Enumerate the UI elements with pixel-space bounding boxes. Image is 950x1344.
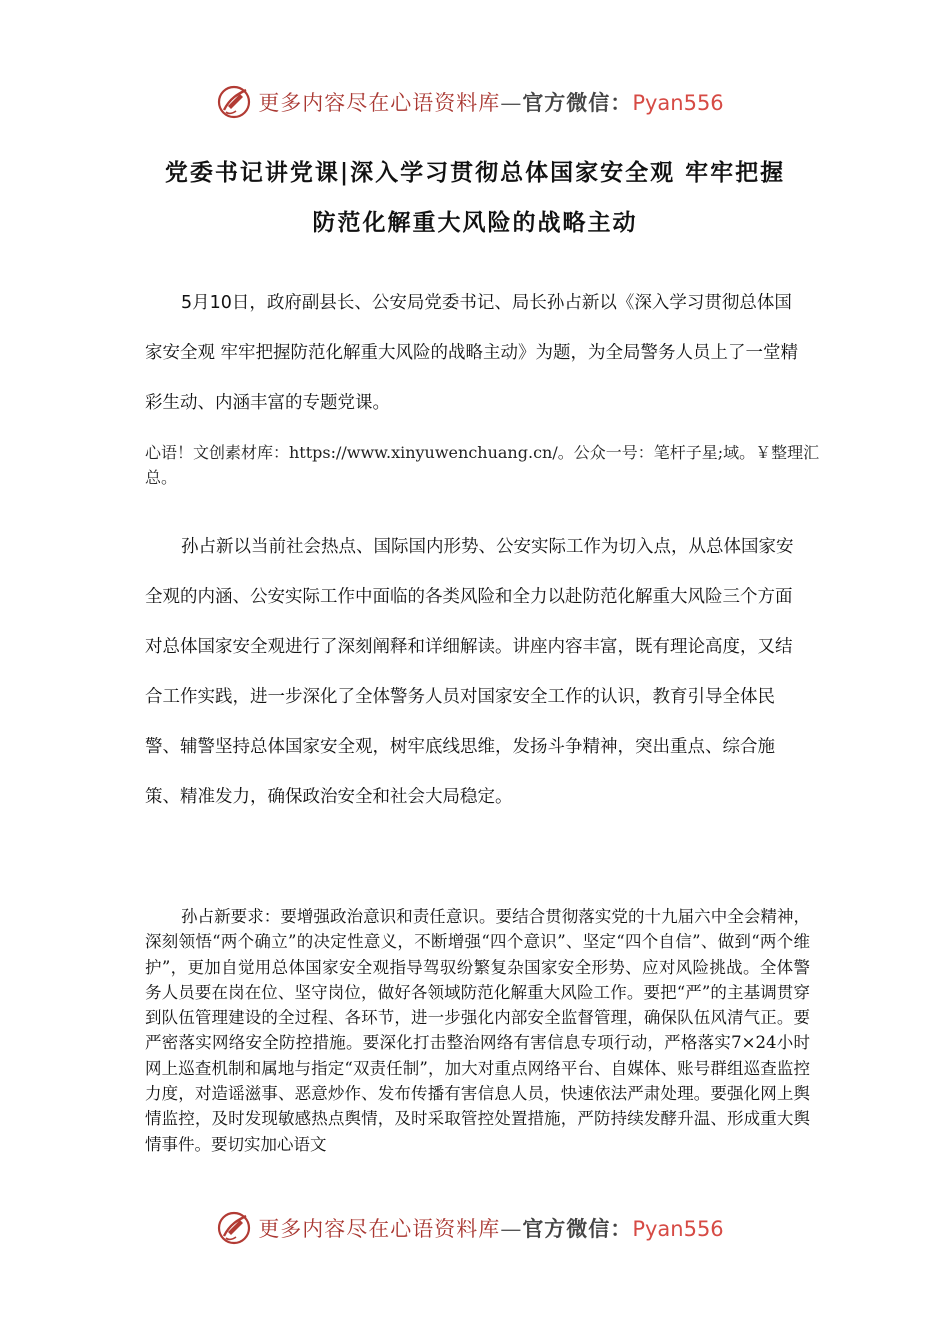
body-paragraph: 孙占新以当前社会热点、国际国内形势、公安实际工作为切入点，从总体国家安全观的内涵、公安实际工作中面临的各类风险和全力以赴防范化解重大风险三个方面对总体国家安全观进行了深刻阐释和详细解读。讲座内容丰富，既有理论高度，又结合工作实践，进一步深化了全体警务人员对国家安全工作的认识，教育引导全体民警、辅警坚持总体国家安全观，树牢底线思维，发扬斗争精神，突出重点、综合施策、精准发力，确保政治安全和社会大局稳定。 <box>145 537 794 807</box>
banner-wechat-label: 官方微信： <box>522 1216 633 1241</box>
page-title-line-1: 党委书记讲党课|深入学习贯彻总体国家安全观 牢牢把握 <box>164 159 786 186</box>
banner-text <box>258 87 723 117</box>
page-title-line-2: 防范化解重大风险的战略主动 <box>312 209 638 236</box>
banner-content <box>216 84 723 120</box>
pen-swirl-logo-icon <box>216 1210 252 1246</box>
requirements-paragraph: 孙占新要求：要增强政治意识和责任意识。要结合贯彻落实党的十九届六中全会精神，深刻领悟“两个确立”的决定性意义，不断增强“四个意识”、坚定“四个自信”、做到“两个维护”，更加自觉用总体国家安全观指导驾驭纷繁复杂国家安全形势、应对风险挑战。全体警务人员要在岗在位、坚守岗位，做好各领域防范化解重大风险工作。要把“严”的主基调贯穿到队伍管理建设的全过程、各环节，进一步强化内部安全监督管理，确保队伍风清气正。要严密落实网络安全防控措施。要深化打击整治网络有害信息专项行动，严格落实7×24小时网上巡查机制和属地与指定“双责任制”，加大对重点网络平台、自媒体、账号群组巡查监控力度，对造谣滋事、恶意炒作、发布传播有害信息人员，快速依法严肃处理。要强化网上舆情监控，及时发现敏感热点舆情，及时采取管控处置措施，严防持续发酵升温、形成重大舆情事件。要切实加心语文 <box>145 907 810 1154</box>
banner-wechat-label: 官方微信： <box>522 90 633 115</box>
intro-paragraph: 5月10日，政府副县长、公安局党委书记、局长孙占新以《深入学习贯彻总体国家安全观 牢牢把握防范化解重大风险的战略主动》为题，为全局警务人员上了一堂精彩生动、内涵丰富的专题党课。 <box>145 293 799 413</box>
banner-text <box>258 1213 723 1243</box>
banner-handle: Pyan556 <box>632 91 724 115</box>
banner-main-text: 更多内容尽在心语资料库 <box>258 91 501 115</box>
banner-dash: — <box>500 91 523 115</box>
banner-handle: Pyan556 <box>632 1217 724 1241</box>
banner-dash: — <box>500 1217 523 1241</box>
banner-content <box>216 1210 723 1246</box>
banner-main-text: 更多内容尽在心语资料库 <box>258 1217 501 1241</box>
pen-swirl-logo-icon <box>216 84 252 120</box>
top-banner <box>0 82 950 122</box>
source-note: 心语！文创素材库：https://www.xinyuwenchuang.cn/。公众一号：笔杆子星;域。￥整理汇总。 <box>145 443 820 487</box>
bottom-banner <box>0 1208 950 1248</box>
